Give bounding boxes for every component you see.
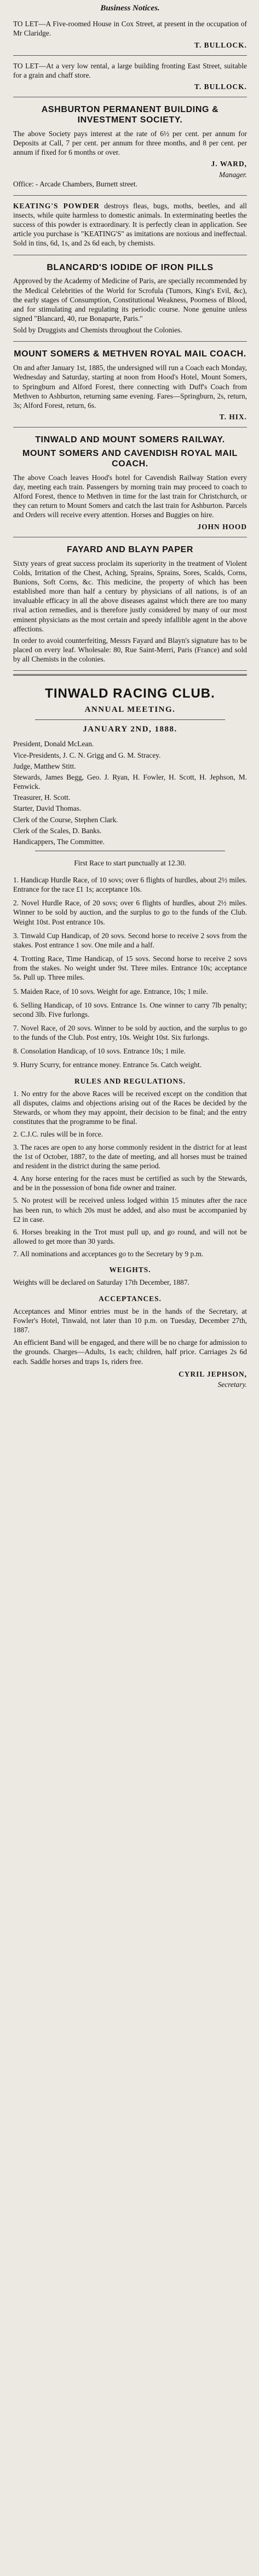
ad-note: In order to avoid counterfeiting, Messrs Fayard and Blayn's signature has to be placed on every leaf. Wholesale: 80, Rue Saint-Merri, Paris (France) and sold by all Chemists in the colonies. [13, 636, 247, 664]
weights-note: Weights will be declared on Saturday 17th December, 1887. [13, 1278, 189, 1287]
ad-title: BLANCARD'S IODIDE OF IRON PILLS [47, 262, 214, 272]
race-item: 4. Trotting Race, Time Handicap, of 15 sovs. Second horse to receive 2 sovs from the stakes. No weight under 9st. Three miles. Entrance 10s; acceptance 5s. Pull up. Three miles. [13, 955, 247, 982]
ad-signature: JOHN HOOD [197, 522, 247, 531]
officer-line: President, Donald McLean. [13, 740, 94, 748]
race-start-time: First Race to start punctually at 12.30. [74, 859, 186, 868]
rule-item: 1. No entry for the above Races will be received except on the condition that all disputes, claims and objections arising out of the Races be decided by the Stewards, or whom they may appoint, their decision to be final; and the entry constitutes that the programme to be final. [13, 1089, 247, 1126]
ad-subtitle: MOUNT SOMERS AND CAVENDISH ROYAL MAIL COACH. [22, 449, 238, 469]
band-note: An efficient Band will be engaged, and there will be no charge for admission to the grounds. Charges—Adults, 1s each; children, half price. Carriages 2s 6d each. Saddle horses and traps 1s, riders free. [13, 1338, 247, 1366]
officer-line: Clerk of the Course, Stephen Clark. [13, 815, 118, 824]
ad-title: MOUNT SOMERS & METHVEN ROYAL MAIL COACH. [14, 349, 246, 359]
secretary-title: Secretary. [217, 1380, 247, 1389]
rules-heading: RULES AND REGULATIONS. [74, 1076, 186, 1085]
ad-body [13, 201, 247, 248]
racing-date: JANUARY 2ND, 1888. [83, 725, 177, 734]
officer-line: Treasurer, H. Scott. [13, 793, 71, 802]
race-item: 3. Tinwald Cup Handicap, of 20 sovs. Second horse to receive 2 sovs from the stakes. Post entrance 1 sov. One mile and a half. [13, 931, 247, 949]
ad-house-to-let [13, 17, 247, 55]
ad-contact: T. BULLOCK. [194, 82, 247, 91]
rule-item: 6. Horses breaking in the Trot must pull up, and go round, and will not be allowed to get more than 30 yards. [13, 1227, 247, 1245]
ad-fayard [13, 541, 247, 671]
ad-signature: T. HIX. [219, 413, 247, 421]
divider [35, 719, 225, 720]
ad-blancard [13, 259, 247, 342]
race-item: 8. Consolation Handicap, of 10 sovs. Entrance 10s; 1 mile. [13, 1047, 186, 1056]
race-item: 5. Maiden Race, of 10 sovs. Weight for age. Entrance, 10s; 1 mile. [13, 987, 208, 996]
ad-coach-mount-somers [13, 345, 247, 428]
racing-title: TINWALD RACING CLUB. [45, 686, 215, 701]
ad-body: On and after January 1st, 1885, the undersigned will run a Coach each Monday, Wednesday and Saturday, starting at noon from Hood's Hotel, Mount Somers, to Springburn and Alford Forest, there connecting with Duff's Coach from Methven to Ashburton, returning same evening. Fares—Springburn, 2s, return, 3s; Alford Forest, return, 6s. [13, 364, 247, 409]
ad-text: TO LET—At a very low rental, a large building fronting East Street, suitable for a grain and chaff store. [13, 61, 247, 79]
race-item: 7. Novel Race, of 20 sovs. Winner to be sold by auction, and the surplus to go to the funds of the Club. Post entry, 10s. Weight 10st. Six furlongs. [13, 1024, 247, 1042]
ad-signature-title: Manager. [219, 170, 247, 179]
race-item: 2. Novel Hurdle Race, of 20 sovs; over 6 flights of hurdles, about 2½ miles. Winner to be sold by auction, and the surplus to go to the funds of the Club. Weight 10st. Post entrance 10s. [13, 899, 247, 926]
rule-item: 5. No protest will be received unless lodged within 15 minutes after the race has been run, to which 20s must be added, and also must be accompanied by £2 in case. [13, 1196, 247, 1223]
ad-keatings [13, 199, 247, 255]
ad-signature: J. WARD, [211, 160, 247, 168]
ad-land-to-let [13, 59, 247, 97]
rule-item: 3. The races are open to any horse commonly resident in the district for at least the 1st of October, 1887, to the date of meeting, and all horses must be trained and resident in the district during the same period. [13, 1143, 247, 1170]
ad-title: FAYARD AND BLAYN PAPER [66, 545, 194, 554]
ad-lead: KEATING'S POWDER [13, 201, 100, 210]
ad-contact: T. BULLOCK. [194, 40, 247, 49]
ad-railway [13, 431, 247, 537]
racing-club-notice [13, 686, 247, 1389]
ad-body: The above Society pays interest at the rate of 6½ per cent. per annum for Deposits at Call, 7 per cent. per annum for three months, and 8 per cent. per annum if fixed for 6 months or over. [13, 129, 247, 157]
race-item: 6. Selling Handicap, of 10 sovs. Entrance 1s. One winner to carry 7lb penalty; second 3lb. Five furlongs. [13, 1000, 247, 1018]
divider [13, 674, 247, 676]
race-item: 9. Hurry Scurry, for entrance money. Entrance 5s. Catch weight. [13, 1061, 202, 1069]
rule-item: 7. All nominations and acceptances go to the Secretary by 9 p.m. [13, 1250, 204, 1258]
ad-title: ASHBURTON PERMANENT BUILDING & INVESTMENT SOCIETY. [41, 105, 219, 125]
officer-line: Handicappers, The Committee. [13, 837, 105, 846]
acceptances-heading: ACCEPTANCES. [99, 1294, 162, 1303]
ad-building-society [13, 101, 247, 196]
race-item: 1. Handicap Hurdle Race, of 10 sovs; over 6 flights of hurdles, about 2½ miles. Entrance for the race £1 1s; acceptance 10s. [13, 875, 247, 894]
ad-note: Sold by Druggists and Chemists throughout the Colonies. [13, 326, 182, 335]
section-header: Business Notices. [100, 4, 160, 13]
ad-text: destroys fleas, bugs, moths, beetles, and all insects, while quite harmless to domestic animals. In exterminating beetles the success of this powder is extraordinary. It is perfectly clean in application. See article you purchase is "KEATING'S" as imitations are noxious and ineffectual. Sold in tins, 6d, 1s, and 2s 6d each, by chemists. [13, 201, 247, 248]
officer-line: Judge, Matthew Stitt. [13, 762, 76, 770]
officer-line: Starter, David Thomas. [13, 804, 82, 813]
rule-item: 4. Any horse entering for the races must be certified as such by the Stewards, and be in the possession of bona fide owner and trainer. [13, 1174, 247, 1192]
rules-list [13, 1089, 247, 1259]
racing-subtitle: ANNUAL MEETING. [84, 705, 176, 715]
officers-list [13, 739, 247, 846]
ad-body: Sixty years of great success proclaim its superiority in the treatment of Violent Colds, Irritation of the Chest, Aching, Sprains, Sprains, Sores, Scalds, Corns, Bunions, Soft Corns, &c. This medicine, the property of which has been established more than half a century by physicians of all nations, is of an invaluable efficacy in all the above diseases against which there are too many rival action remedies, and is therefore justly considered by many of our most eminent physicians as the most certain and speedy infallible agent in the above affections. [13, 559, 247, 633]
officer-line: Clerk of the Scales, D. Banks. [13, 826, 102, 835]
race-list [13, 875, 247, 1070]
officer-line: Stewards, James Begg, Geo. J. Ryan, H. Fowler, H. Scott, H. Jephson, M. Fenwick. [13, 772, 247, 791]
secretary-signature: CYRIL JEPHSON, [179, 1369, 247, 1378]
weights-heading: WEIGHTS. [109, 1266, 151, 1274]
ad-title: TINWALD AND MOUNT SOMERS RAILWAY. [35, 435, 225, 445]
ad-text: TO LET—A Five-roomed House in Cox Street, at present in the occupation of Mr Claridge. [13, 20, 247, 38]
acceptances-note: Acceptances and Minor entries must be in the hands of the Secretary, at Fowler's Hotel, Tinwald, not later than 10 p.m. on Tuesday, December 27th, 1887. [13, 1307, 247, 1334]
ad-office: Office: - Arcade Chambers, Burnett street. [13, 179, 137, 188]
ad-body: The above Coach leaves Hood's hotel for Cavendish Railway Station every day, meeting each train. Passengers by morning train may proceed to coach to Alford Forest, thence to Methven in time for the last train for Christchurch, or they can return to Mount Somers and catch the last train for Ashburton. Parcels and Orders will receive every attention. Horses and Buggies on hire. [13, 473, 247, 519]
rule-item: 2. C.J.C. rules will be in force. [13, 1130, 103, 1139]
ad-body: Approved by the Academy of Medicine of Paris, are specially recommended by the Medical Celebrities of the World for Scrofula (Tumors, King's Evil, &c), the early stages of Consumption, Constitutional Weakness, Poorness of Blood, and for stimulating and regulating its periodic course. None genuine unless signed "Blancard, 40, rue Bonaparte, Paris." [13, 277, 247, 323]
officer-line: Vice-Presidents, J. C. N. Grigg and G. M. Stracey. [13, 751, 161, 759]
